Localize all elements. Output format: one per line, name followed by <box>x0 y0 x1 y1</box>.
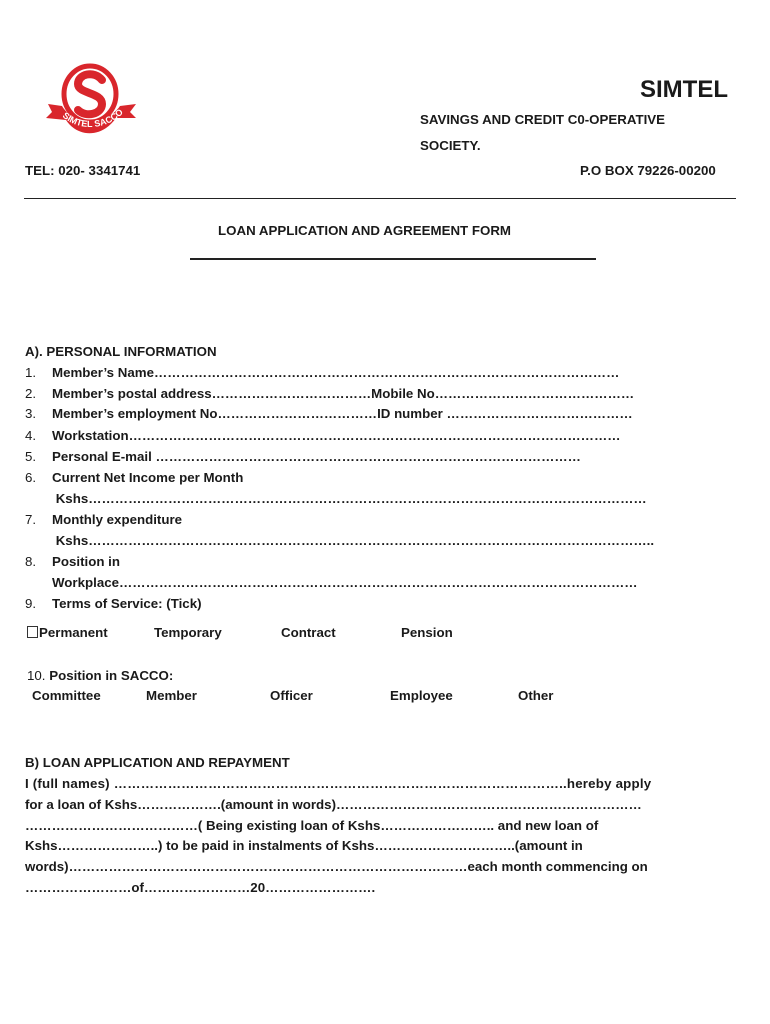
postal-address-mobile-field[interactable] <box>25 386 634 401</box>
item-label: Kshs……………………………………………………………………………………………………………… <box>52 491 647 506</box>
po-box: P.O BOX 79226-00200 <box>580 163 716 178</box>
position-option-other[interactable]: Other <box>518 688 554 703</box>
workplace-position-field[interactable] <box>25 575 638 590</box>
item-label: Personal E-mail …………………………………………………………………………………… <box>52 449 581 464</box>
position-option-member[interactable]: Member <box>146 688 197 703</box>
item-number: 8. <box>25 554 37 569</box>
position-option-committee[interactable]: Committee <box>32 688 101 703</box>
item-label: Member’s Name…………………………………………………………………………………………… <box>52 365 620 380</box>
item-label: Workplace……………………………………………………………………………………………………… <box>52 575 638 590</box>
checkbox-icon[interactable] <box>27 626 38 638</box>
net-income-field[interactable] <box>25 491 647 506</box>
item-label: Terms of Service: (Tick) <box>52 596 202 611</box>
loan-application-line[interactable]: words)………………………………………………………………………………each month commencing on <box>25 859 648 874</box>
loan-application-line[interactable]: …………………………………( Being existing loan of Kshs…………………….. and new loan of <box>25 818 599 833</box>
telephone-number: TEL: 020- 3341741 <box>25 163 141 178</box>
workstation-field[interactable] <box>25 428 621 443</box>
terms-option-pension[interactable]: Pension <box>401 625 453 640</box>
item-number: 3. <box>25 406 37 421</box>
item-label: Member’s employment No………………………………ID number …………………………………… <box>52 406 633 421</box>
item-number: 4. <box>25 428 37 443</box>
loan-application-line[interactable]: I (full names) ………………………………………………………………………………………..hereby apply <box>25 776 652 791</box>
section-b-heading: B) LOAN APPLICATION AND REPAYMENT <box>25 755 290 770</box>
email-field[interactable] <box>25 449 581 464</box>
loan-application-line[interactable]: Kshs…………………..) to be paid in instalments of Kshs…………………………..(amount in <box>25 838 583 853</box>
simtel-sacco-logo <box>44 60 140 140</box>
item-label: Current Net Income per Month <box>52 470 244 485</box>
item-label: Kshs……………………………………………………………………………………………………………….. <box>52 533 655 548</box>
item-number: 6. <box>25 470 37 485</box>
item-label: Position in <box>52 554 120 569</box>
organization-subtitle-line2: SOCIETY. <box>420 138 481 153</box>
terms-option-contract[interactable]: Contract <box>281 625 336 640</box>
monthly-expenditure-field[interactable] <box>25 533 654 548</box>
item-number: 9. <box>25 596 37 611</box>
organization-subtitle-line1: SAVINGS AND CREDIT C0-OPERATIVE <box>420 112 666 127</box>
organization-name: SIMTEL <box>640 76 728 103</box>
member-name-field[interactable] <box>25 365 619 380</box>
title-underline <box>190 258 596 260</box>
header-divider <box>24 198 736 199</box>
net-income-label <box>25 470 243 485</box>
item-label: Monthly expenditure <box>52 512 183 527</box>
terms-option-temporary[interactable]: Temporary <box>154 625 222 640</box>
terms-of-service-label <box>25 596 202 611</box>
svg-text:SIMTEL SACCO: SIMTEL SACCO <box>60 106 125 130</box>
item-label: Workstation………………………………………………………………………………………………… <box>52 428 621 443</box>
position-option-officer[interactable]: Officer <box>270 688 313 703</box>
item-number: 2. <box>25 386 37 401</box>
position-in-sacco-heading <box>27 668 173 683</box>
form-title: LOAN APPLICATION AND AGREEMENT FORM <box>218 223 512 238</box>
item-number: 10. <box>27 668 46 683</box>
item-label: Member’s postal address………………………………Mobile No……………………………………… <box>52 386 635 401</box>
position-option-employee[interactable]: Employee <box>390 688 453 703</box>
item-label: Position in SACCO: <box>49 668 174 683</box>
employment-id-field[interactable] <box>25 406 633 421</box>
terms-option-permanent[interactable] <box>27 625 108 640</box>
item-number: 1. <box>25 365 37 380</box>
loan-application-line[interactable]: ……………………of……………………20……………………. <box>25 880 376 895</box>
loan-application-line[interactable]: for a loan of Kshs……………….(amount in words)…………………………………………………………… <box>25 797 642 812</box>
monthly-expenditure-label <box>25 512 182 527</box>
position-label <box>25 554 120 569</box>
item-number: 7. <box>25 512 37 527</box>
section-a-heading: A). PERSONAL INFORMATION <box>25 344 217 359</box>
item-number: 5. <box>25 449 37 464</box>
option-label: Permanent <box>39 625 108 640</box>
